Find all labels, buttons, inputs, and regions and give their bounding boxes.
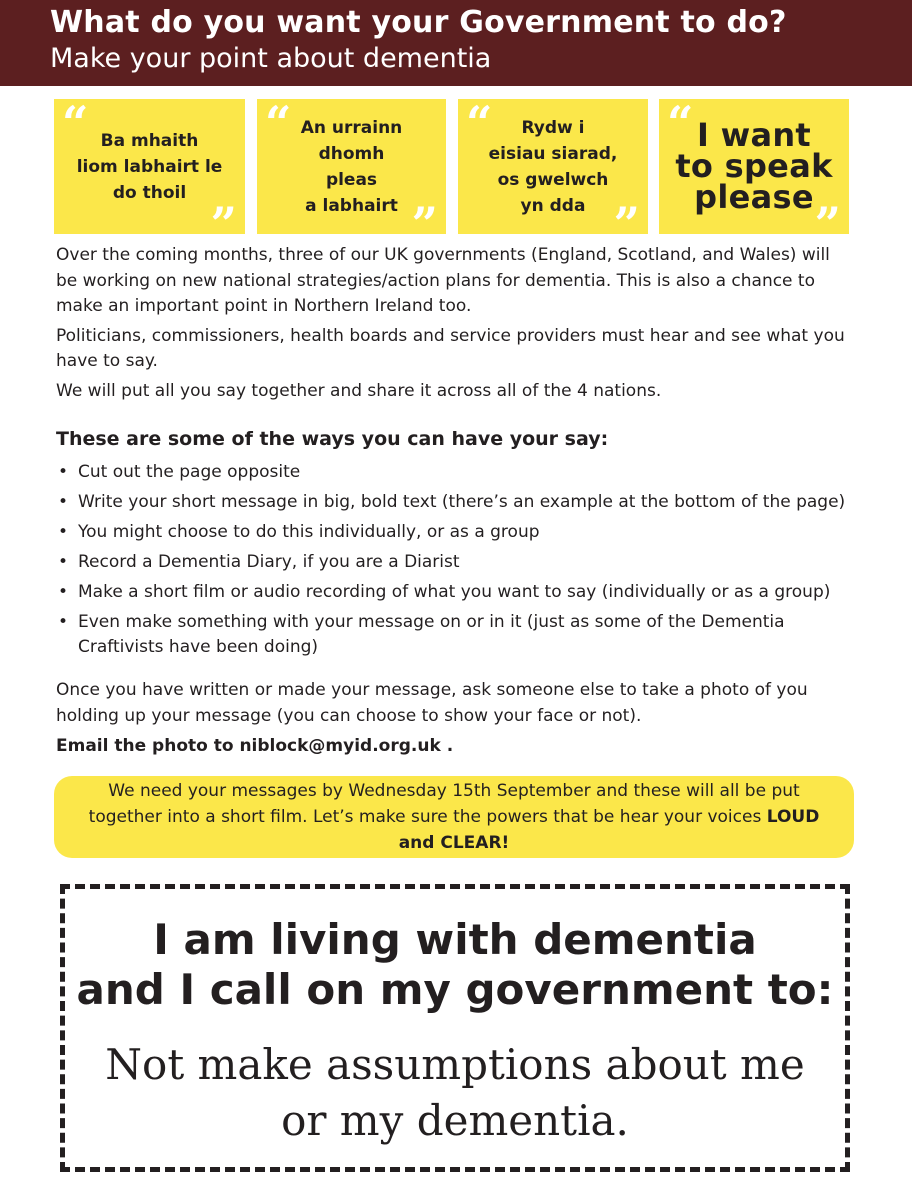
quote-card-english xyxy=(659,96,849,251)
quote-text: An urrainn dhomh pleas a labhairt xyxy=(300,117,403,216)
open-quote-icon: “ xyxy=(62,96,89,150)
deadline-banner xyxy=(54,776,854,858)
cutout-message-card xyxy=(60,884,850,1172)
list-item: • You might choose to do this individually, or as a group xyxy=(56,520,856,545)
close-quote-icon: ” xyxy=(411,197,438,251)
list-item: • Even make something with your message on or in it (just as some of the Dementia Craftivists have been doing) xyxy=(56,610,856,660)
quote-text: I want to speak please xyxy=(675,116,833,216)
deadline-emphasis: LOUD and CLEAR! xyxy=(398,807,820,853)
deadline-text: We need your messages by Wednesday 15th September and these will all be put together into a short film. Let’s make sure the powers that be hear your voices LOUD and CLEAR! xyxy=(88,781,820,853)
intro-section xyxy=(56,243,856,408)
list-item: • Record a Dementia Diary, if you are a Diarist xyxy=(56,550,856,575)
close-quote-icon: ” xyxy=(814,197,841,251)
open-quote-icon: “ xyxy=(265,96,292,150)
close-quote-icon: ” xyxy=(210,197,237,251)
ways-heading: These are some of the ways you can have your say: xyxy=(56,428,609,450)
intro-paragraph: Politicians, commissioners, health boards and service providers must hear and see what you have to say. xyxy=(56,325,845,371)
intro-paragraph: We will put all you say together and share it across all of the 4 nations. xyxy=(56,380,662,401)
open-quote-icon: “ xyxy=(667,96,694,150)
quote-text: Rydw i eisiau siarad, os gwelwch yn dda xyxy=(488,117,618,216)
language-quotes xyxy=(54,96,849,251)
handwritten-message: Not make assumptions about me or my dementia. xyxy=(105,1040,805,1145)
ways-list xyxy=(56,460,856,665)
quote-card-irish xyxy=(54,96,245,251)
quote-card-welsh xyxy=(458,96,648,251)
intro-paragraph: Over the coming months, three of our UK governments (England, Scotland, and Wales) will be working on new national strategies/action plans for dementia. This is also a chance to make an important point in Northern Ireland too. xyxy=(56,245,830,316)
open-quote-icon: “ xyxy=(466,96,493,150)
list-item: • Cut out the page opposite xyxy=(56,460,856,485)
page-subtitle: Make your point about dementia xyxy=(50,43,492,74)
after-paragraph: Once you have written or made your message, ask someone else to take a photo of you holding up your message (you can choose to show your face or not). xyxy=(56,680,808,726)
email-instruction: Email the photo to niblock@myid.org.uk . xyxy=(56,736,454,756)
list-item: • Make a short film or audio recording of what you want to say (individually or as a group) xyxy=(56,580,856,605)
list-item: • Write your short message in big, bold text (there’s an example at the bottom of the page) xyxy=(56,490,856,515)
quote-card-gaelic xyxy=(257,96,446,251)
cutout-statement: I am living with dementia and I call on my government to: xyxy=(76,915,834,1014)
quote-text: Ba mhaith liom labhairt le do thoil xyxy=(76,130,223,203)
page-title: What do you want your Government to do? xyxy=(50,5,787,40)
close-quote-icon: ” xyxy=(613,197,640,251)
page-header xyxy=(0,0,912,86)
